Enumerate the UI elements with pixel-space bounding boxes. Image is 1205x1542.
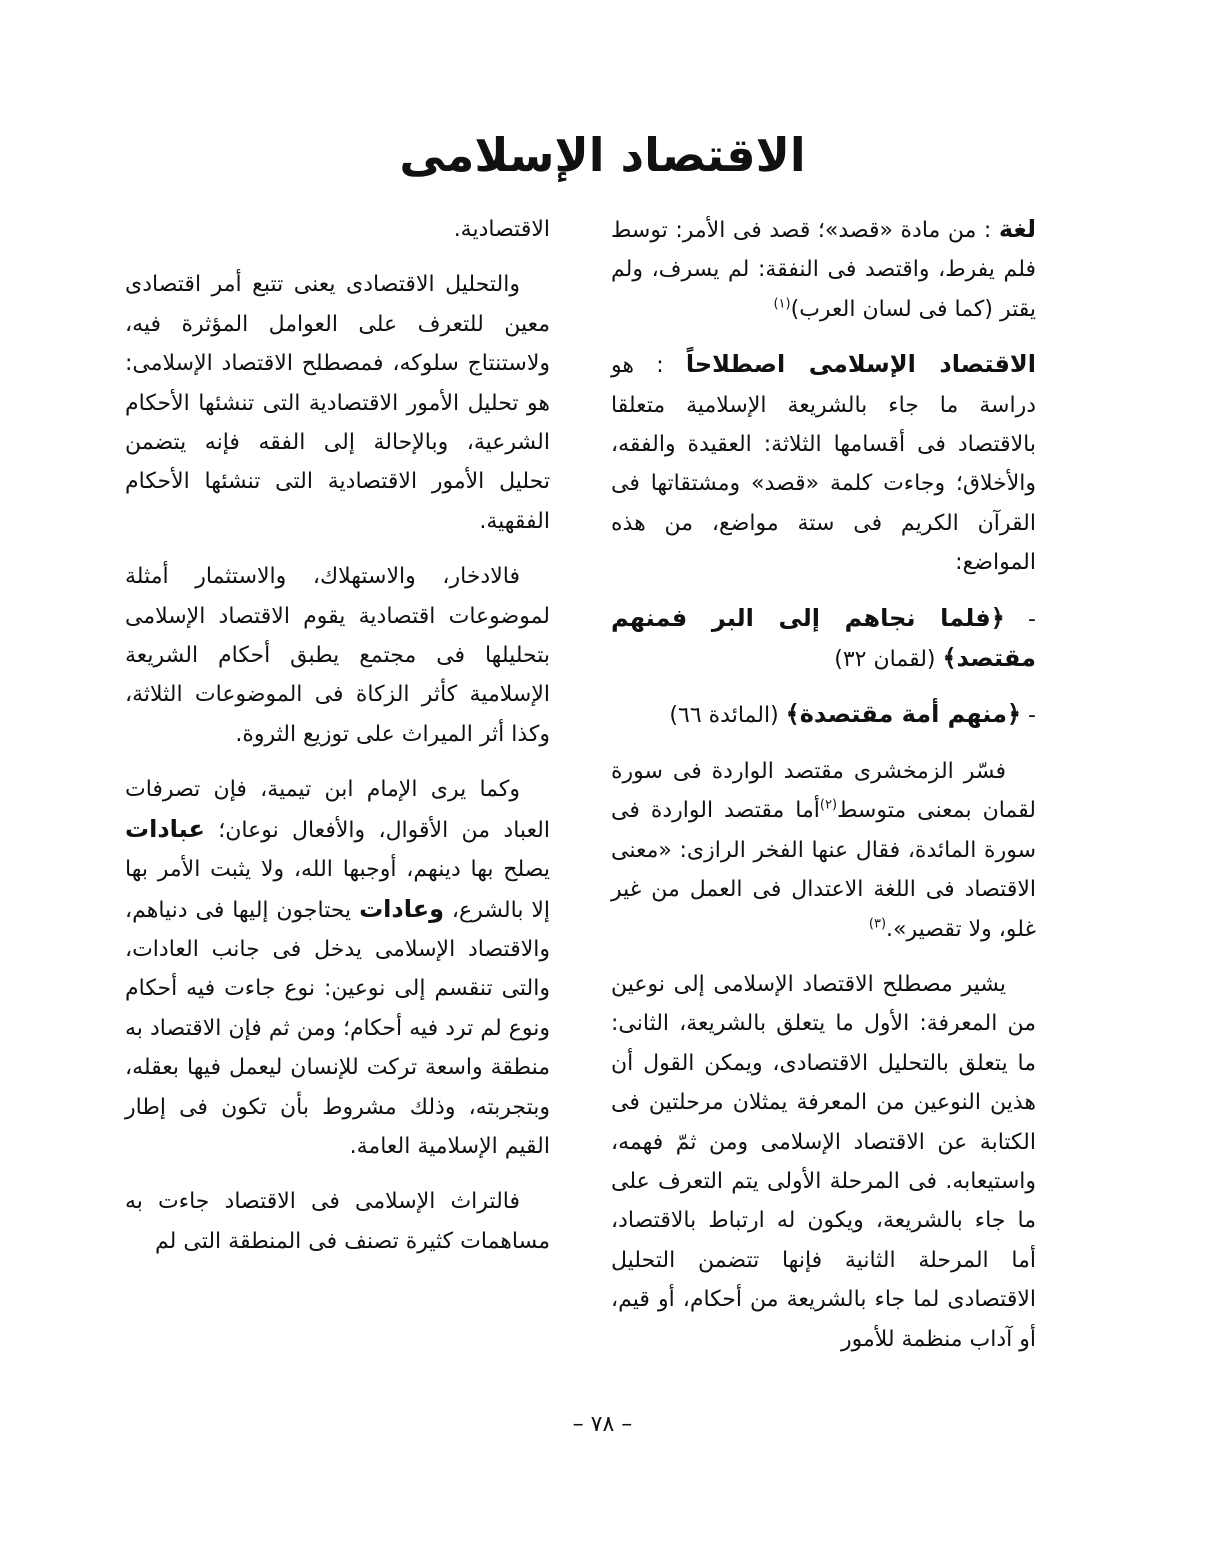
page-number: – ٧٨ – [572,1412,633,1437]
footnote-marker-3: (٣) [868,916,887,932]
text-technical: : هو دراسة ما جاء بالشريعة الإسلامية متعلقا بالاقتصاد فى أقسامها الثلاثة: العقيدة والفقه، والأخلاق؛ وجاءت كلمة «قصد» ومشتقاتها فى القرآن الكريم فى ستة مواضع، من هذه المواضع: [611,353,1036,576]
paragraph-economic-analysis: والتحليل الاقتصادى يعنى تتبع أمر اقتصادى معين للتعرف على العوامل المؤثرة فيه، ولاستنتاج سلوكه، فمصطلح الاقتصاد الإسلامى: هو تحليل الأمور الاقتصادية التى تنشئها الأحكام الشرعية، وبالإحالة إلى الفقه فإنه يتضمن تحليل الأمور الاقتصادية التى تنشئها الأحكام الفقهية. [125,272,550,534]
verse-dash: - [1021,703,1036,729]
text-zamakhshari-b: أما مقتصد الواردة فى سورة المائدة، فقال عنها الفخر الرازى: «معنى الاقتصاد فى اللغة الاعتدال فى العمل من غير غلو، ولا تقصير». [611,798,1036,942]
term-adat: وعادات [359,894,445,923]
paragraph-technical-definition [611,345,1036,582]
text-zamakhshari-a: فسّر الزمخشرى مقتصد الواردة فى سورة لقمان بمعنى متوسط [611,758,1036,824]
verse-luqman [611,599,1036,680]
page-title: الاقتصاد الإسلامى [399,128,806,182]
paragraph-zamakhshari [611,752,1036,949]
left-column [125,210,550,1277]
right-column [611,210,1036,1375]
text-linguistic: : من مادة «قصد»؛ قصد فى الأمر: توسط فلم يفرط، واقتصد فى النفقة: لم يسرف، ولم يقتر (كما فى لسان العرب) [611,218,1036,322]
verse-maida [611,695,1036,735]
footnote-marker-1: (١) [773,296,791,312]
verse-text-maida: ﴿منهم أمة مقتصدة﴾ [785,700,1022,729]
verse-dash: - [1004,606,1036,632]
verse-text-luqman: ﴿فلما نجاهم إلى البر فمنهم مقتصد﴾ [611,603,1036,673]
term-lugha: لغة [998,215,1036,243]
term-ibadat: عبادات [125,814,205,843]
text-ibn-taymiyya-b: يصلح بها دينهم، أوجبها الله، ولا يثبت الأمر بها إلا بالشرع، [125,857,550,923]
paragraph-linguistic-definition [611,210,1036,329]
footnote-marker-2: (٢) [819,797,838,813]
paragraph-saving-examples: فالادخار، والاستهلاك، والاستثمار أمثلة لموضوعات اقتصادية يقوم الاقتصاد الإسلامى بتحليلها فى مجتمع يطبق أحكام الشريعة الإسلامية كأثر الزكاة فى الموضوعات الثلاثة، وكذا أثر الميراث على توزيع الثروة. [125,564,550,747]
paragraph-ibn-taymiyya [125,770,550,1166]
text-ibn-taymiyya-c: يحتاجون إليها فى دنياهم، والاقتصاد الإسلامى يدخل فى جانب العادات، والتى تنقسم إلى نوعين: نوع جاءت فيه أحكام ونوع لم ترد فيه أحكام؛ ومن ثم فإن الاقتصاد به منطقة واسعة تركت للإنسان ليعمل فيها بعقله، وبتجربته، وذلك مشروط بأن تكون فى إطار القيم الإسلامية العامة. [125,897,550,1159]
verse-ref-maida: (المائدة ٦٦) [669,703,786,729]
verse-ref-luqman: (لقمان ٣٢) [834,647,943,673]
paragraph-islamic-heritage: فالتراث الإسلامى فى الاقتصاد جاءت به مساهمات كثيرة تصنف فى المنطقة التى لم [125,1189,550,1254]
paragraph-continuation: الاقتصادية. [453,217,550,242]
paragraph-two-knowledge-types: يشير مصطلح الاقتصاد الإسلامى إلى نوعين من المعرفة: الأول ما يتعلق بالشريعة، الثانى: ما يتعلق بالتحليل الاقتصادى، ويمكن القول أن هذين النوعين من المعرفة يمثلان مرحلتين فى الكتابة عن الاقتصاد الإسلامى ومن ثمّ فهمه، واستيعابه. فى المرحلة الأولى يتم التعرف على ما جاء بالشريعة، ويكون له ارتباط بالاقتصاد، أما المرحلة الثانية فإنها تتضمن التحليل الاقتصادى لما جاء بالشريعة من أحكام، أو قيم، أو آداب منظمة للأمور [611,971,1036,1352]
text-ibn-taymiyya-a: وكما يرى الإمام ابن تيمية، فإن تصرفات العباد من الأقوال، والأفعال نوعان؛ [125,777,550,843]
term-istilahan: الاقتصاد الإسلامى اصطلاحاً [685,350,1036,379]
